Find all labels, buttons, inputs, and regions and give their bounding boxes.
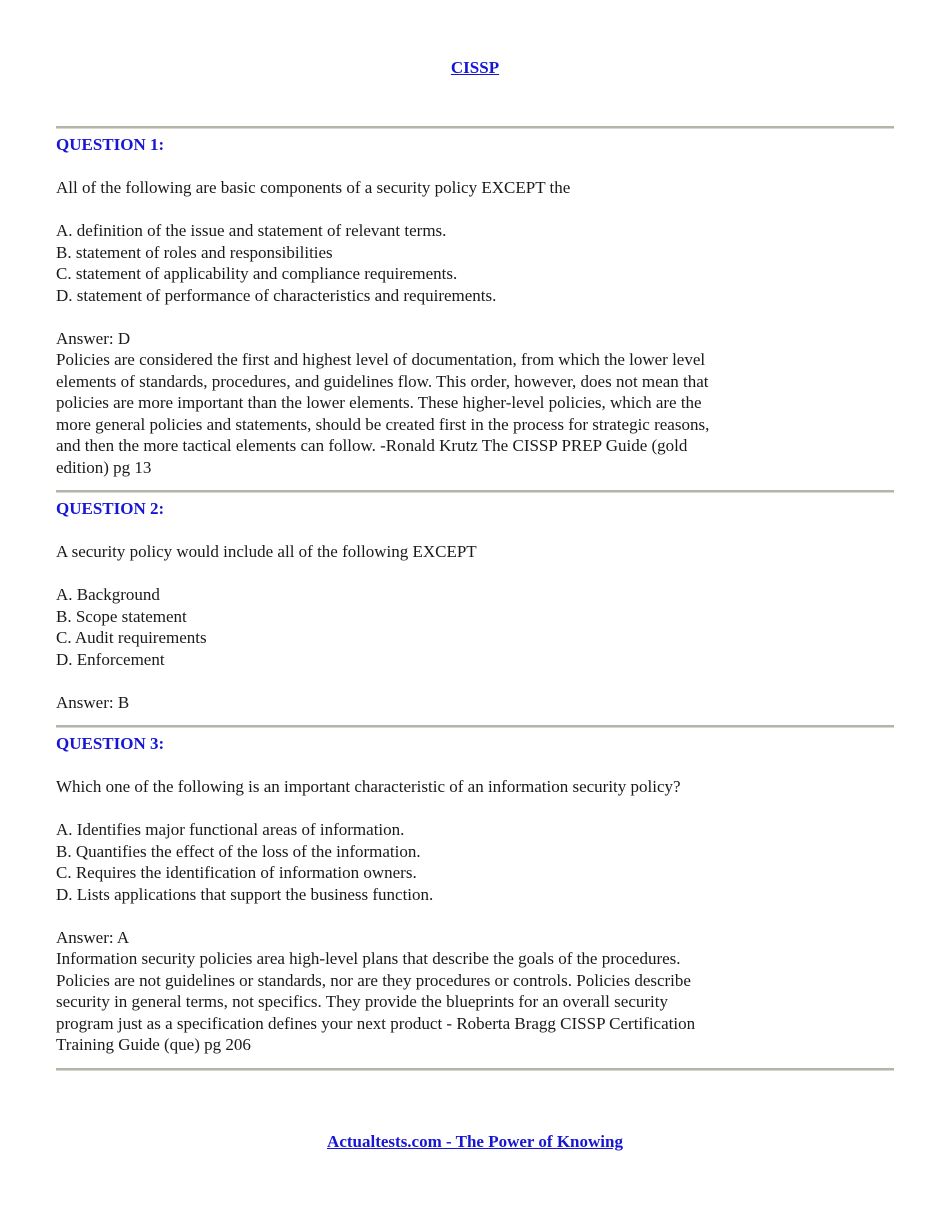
option-a: A. Background (56, 585, 160, 604)
option-a: A. Identifies major functional areas of information. (56, 820, 405, 839)
option-b: B. statement of roles and responsibilities (56, 242, 333, 262)
page-footer (0, 1131, 950, 1152)
footer-link[interactable]: Actualtests.com - The Power of Knowing (327, 1132, 623, 1151)
option-b: B. Quantifies the effect of the loss of the information. (56, 841, 421, 861)
option-d: D. statement of performance of characteristics and requirements. (56, 285, 497, 305)
option-a: A. definition of the issue and statement of relevant terms. (56, 221, 447, 240)
question-prompt: All of the following are basic components of a security policy EXCEPT the (56, 178, 571, 197)
question-block-3 (56, 733, 894, 1056)
divider (56, 1068, 894, 1071)
question-title: QUESTION 3: (56, 734, 165, 753)
option-d: D. Enforcement (56, 649, 165, 669)
divider (56, 126, 894, 129)
divider (56, 490, 894, 493)
answer: Answer: B (56, 692, 130, 712)
option-c: C. Audit requirements (56, 628, 207, 647)
option-c: C. Requires the identification of information owners. (56, 863, 417, 882)
explanation: Policies are considered the first and highest level of documentation, from which the lower level elements of standards, procedures, and guidelines flow. This order, however, does not mean that policies are more important than the lower elements. These higher-level policies, which are the more general policies and statements, should be created first in the process for strategic reasons, and then the more tactical elements can follow. -Ronald Krutz The CISSP PREP Guide (gold edition) pg 13 (56, 350, 710, 477)
question-block-1 (56, 134, 894, 478)
divider (56, 725, 894, 728)
explanation: Information security policies area high-level plans that describe the goals of the procedures. Policies are not guidelines or standards, nor are they procedures or controls. Policies describe security in general terms, not specifics. They provide the blueprints for an overall security program just as a specification defines your next product - Roberta Bragg CISSP Certification Training Guide (que) pg 206 (56, 949, 696, 1054)
question-title: QUESTION 2: (56, 499, 165, 518)
question-title: QUESTION 1: (56, 135, 165, 154)
option-d: D. Lists applications that support the business function. (56, 884, 434, 904)
answer: Answer: D (56, 328, 131, 348)
answer: Answer: A (56, 927, 130, 947)
header-title-link[interactable]: CISSP (450, 58, 500, 77)
question-prompt: A security policy would include all of the following EXCEPT (56, 542, 477, 561)
page-header (0, 57, 950, 78)
option-b: B. Scope statement (56, 606, 187, 626)
option-c: C. statement of applicability and compliance requirements. (56, 264, 458, 283)
question-block-2 (56, 498, 894, 713)
question-prompt: Which one of the following is an important characteristic of an information security policy? (56, 777, 681, 796)
